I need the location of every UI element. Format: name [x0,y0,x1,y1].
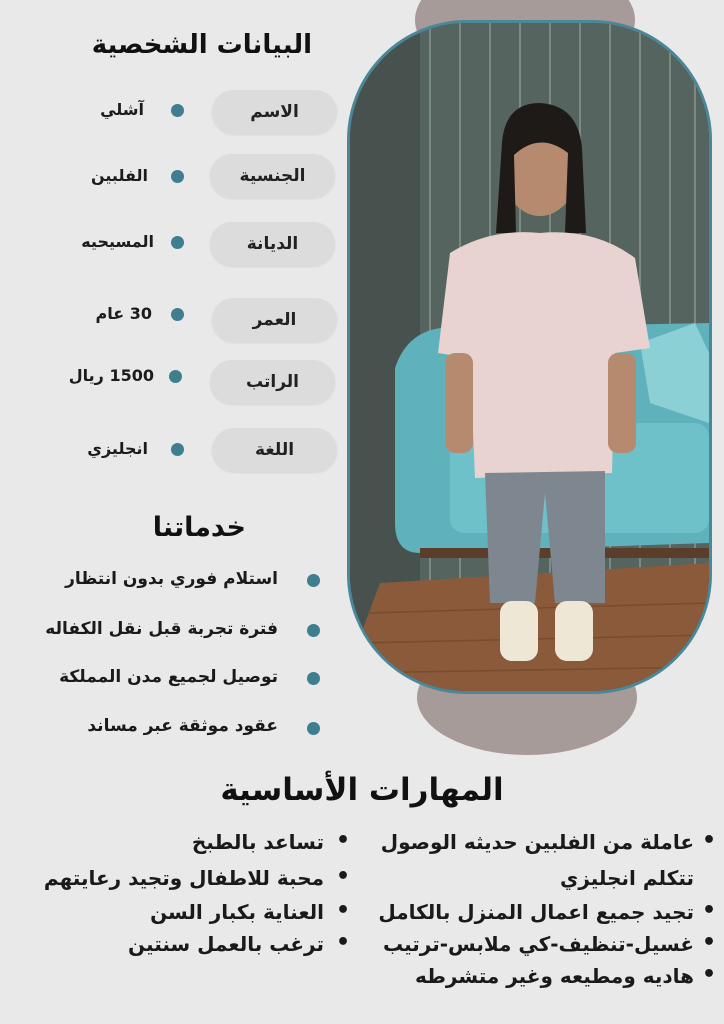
skill-item: تجيد جميع اعمال المنزل بالكامل [378,900,694,924]
services-title: خدماتنا [152,512,246,543]
worker-photo [347,20,712,694]
info-label-pill: الاسم [212,90,337,134]
service-item: فترة تجربة قبل نقل الكفاله [45,619,278,639]
bullet-dot-icon [171,170,184,183]
info-value: الفلبين [91,166,148,185]
bullet-dot-icon [307,672,320,685]
bullet-icon: • [702,962,717,987]
info-value: انجليزي [87,439,148,458]
bullet-icon: • [702,898,717,923]
bullet-dot-icon [171,236,184,249]
service-item: توصيل لجميع مدن المملكة [59,667,278,687]
bullet-dot-icon [171,443,184,456]
skill-item: غسيل-تنظيف-كي ملابس-ترتيب [382,932,694,956]
info-row-salary [210,360,335,404]
bullet-dot-icon [307,574,320,587]
bullet-dot-icon [171,104,184,117]
skill-item: تتكلم انجليزي [560,866,694,890]
info-row-religion [210,222,335,266]
skill-item: ترغب بالعمل سنتين [128,932,324,956]
info-label-pill: العمر [212,298,337,342]
info-value: 30 عام [95,304,152,323]
bullet-icon: • [336,828,351,853]
personal-info-title: البيانات الشخصية [91,30,312,60]
info-label-pill: الديانة [210,222,335,266]
bullet-icon: • [702,828,717,853]
skill-item: محبة للاطفال وتجيد رعايتهم [43,866,324,890]
info-label-pill: الجنسية [210,154,335,198]
skill-item: هاديه ومطيعه وغير متشرطه [414,964,694,988]
info-row-nationality [210,154,335,198]
bullet-dot-icon [307,722,320,735]
bullet-dot-icon [169,370,182,383]
bullet-icon: • [336,864,351,889]
bullet-icon: • [702,930,717,955]
skill-item: العناية بكبار السن [150,900,324,924]
info-label-pill: اللغة [212,428,337,472]
service-item: عقود موثقة عبر مساند [87,716,278,736]
info-row-age [212,298,337,342]
info-label-pill: الراتب [210,360,335,404]
skills-title: المهارات الأساسية [220,772,504,808]
info-value: المسيحيه [81,232,154,251]
info-value: آشلي [100,100,144,119]
info-row-language [212,428,337,472]
bullet-icon: • [336,930,351,955]
bullet-dot-icon [307,624,320,637]
bullet-dot-icon [171,308,184,321]
skill-item: عاملة من الفلبين حديثه الوصول [380,830,694,854]
info-value: 1500 ريال [68,366,154,385]
info-row-name [212,90,337,134]
bullet-icon: • [336,898,351,923]
skill-item: تساعد بالطبخ [191,830,324,854]
service-item: استلام فوري بدون انتظار [65,569,278,589]
